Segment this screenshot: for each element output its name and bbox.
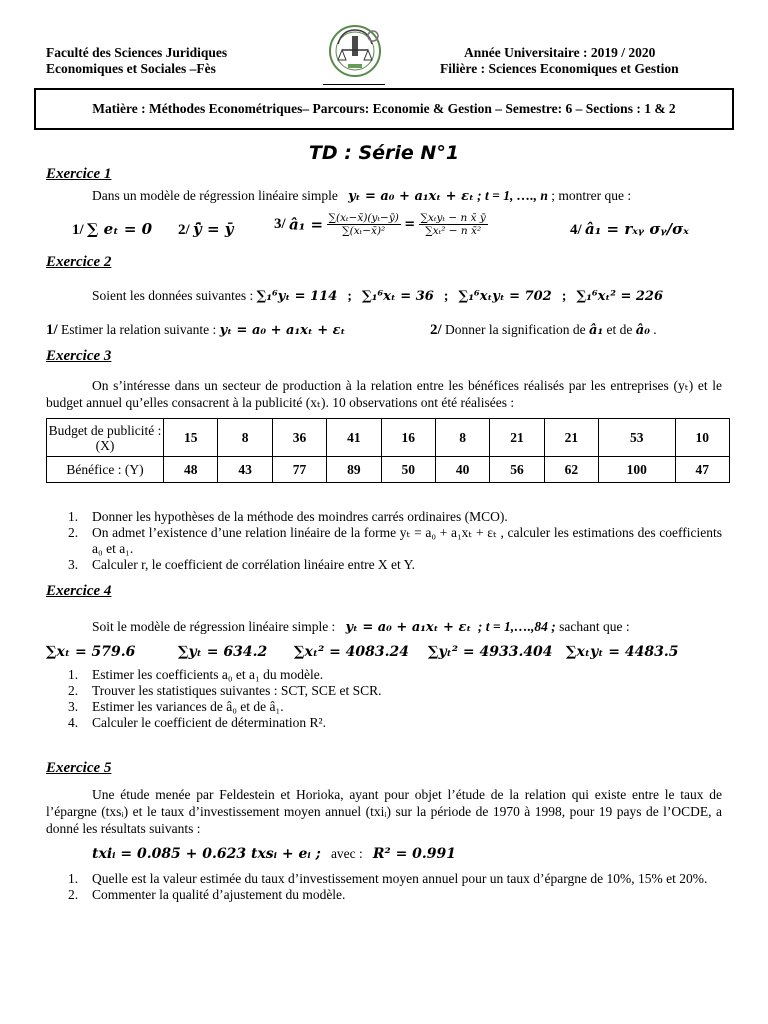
exercise-5-paragraph: Une étude menée par Feldestein et Horioka, ayant pour objet l’étude de la relation qui existe entre le taux de l’épargne (txsᵢ) et le taux d’investissement moyen annuel (txiᵢ) sur la période de 1970 à 1998, pour 19 pays de l’OCDE, a donné les résultats suivants :: [46, 787, 722, 836]
table-cell: 43: [218, 457, 272, 483]
list-item-num: 3.: [68, 699, 79, 714]
ex1-fraction-2: [419, 212, 488, 237]
table-cell: 8: [218, 419, 272, 457]
ex1-item-3: [274, 212, 488, 237]
table-cell: 36: [272, 419, 326, 457]
table-row-budget: [47, 419, 730, 457]
ex4-tail: sachant que :: [559, 619, 630, 634]
exercise-4-questions: [68, 667, 722, 731]
ex4-sum-y2: ∑yₜ² = 4933.404: [428, 644, 553, 660]
list-item-text: Trouver les statistiques suivantes : SCT, SCE et SCR.: [92, 683, 382, 698]
table-cell: 50: [381, 457, 435, 483]
table-cell: 15: [164, 419, 218, 457]
table-cell: 53: [599, 419, 676, 457]
ex2-sum-xy: ∑₁⁶xₜyₜ = 702: [458, 289, 552, 304]
ex4-sum-x2: ∑xₜ² = 4083.24: [294, 644, 410, 660]
list-item-text: Quelle est la valeur estimée du taux d’investissement moyen annuel pour un taux d’épargne de 10%, 15% et 20%.: [92, 871, 708, 886]
ex4-range: ; t = 1,….,84 ;: [477, 619, 556, 634]
ex2-q2-text: Donner la signification de: [445, 322, 586, 337]
table-cell: 21: [544, 419, 598, 457]
table-cell: 89: [327, 457, 381, 483]
list-item: [68, 683, 722, 699]
list-item-text: Commenter la qualité d’ajustement du modèle.: [92, 887, 346, 902]
list-item-text: Estimer les variances de â₀ et de â₁.: [92, 699, 284, 714]
list-item-num: 4.: [68, 715, 79, 730]
exercise-3-questions: [68, 509, 722, 573]
table-cell: 8: [435, 419, 489, 457]
table-row-benefice: [47, 457, 730, 483]
ex1-range: ; t = 1, …., n: [477, 188, 548, 203]
table-cell: 100: [599, 457, 676, 483]
ex1-fraction-2-den: ∑xₜ² − n x̄²: [425, 225, 482, 237]
exercise-5-equation: [92, 846, 456, 862]
academic-year: Année Universitaire : 2019 / 2020: [464, 45, 656, 60]
exercise-1-intro: [92, 188, 631, 204]
ex4-intro-text: Soit le modèle de régression linéaire simple :: [92, 619, 336, 634]
list-item-num: 1.: [68, 871, 79, 886]
list-item-text: Calculer le coefficient de détermination R².: [92, 715, 326, 730]
ex1-item-1-num: 1/: [72, 222, 84, 238]
ex2-separator: ;: [561, 288, 567, 303]
ex2-separator: ;: [347, 288, 352, 303]
exercise-3-paragraph: On s’intéresse dans un secteur de production à la relation entre les bénéfices réalisés par les entreprises (yₜ) et le budget annuel qu’elles consacrent à la publicité (xₜ). 10 observations ont été réalisées :: [46, 378, 722, 410]
ex1-item-3-lhs: â₁ =: [289, 215, 324, 234]
ex4-model-formula: yₜ = a₀ + a₁xₜ + εₜ: [345, 620, 472, 635]
list-item-text: Donner les hypothèses de la méthode des moindres carrés ordinaires (MCO).: [92, 509, 508, 524]
list-item: [68, 699, 722, 715]
ex1-item-2: [178, 220, 234, 239]
exercise-2-data: [92, 288, 663, 304]
list-item-num: 1.: [68, 667, 79, 682]
table-cell: 48: [164, 457, 218, 483]
course-info-box: Matière : Méthodes Econométriques– Parcours: Economie & Gestion – Semestre: 6 – Sections : 1 & 2: [34, 88, 734, 130]
ex2-q2-connector: et de: [606, 322, 633, 337]
table-cell: 40: [435, 457, 489, 483]
ex1-item-1-expr: ∑ eₜ = 0: [87, 220, 153, 238]
ex1-item-2-expr: ȳ̂ = ȳ: [193, 220, 234, 238]
table-cell: 10: [675, 419, 729, 457]
list-item: [68, 525, 722, 557]
list-item: [68, 509, 722, 525]
list-item-text: Estimer les coefficients a₀ et a₁ du modèle.: [92, 667, 324, 682]
logo-underline: [323, 84, 385, 85]
list-item: [68, 715, 722, 731]
list-item-num: 2.: [68, 525, 79, 540]
exercise-5-heading: Exercice 5: [46, 760, 112, 776]
list-item-num: 2.: [68, 683, 79, 698]
ex1-fraction-1-num: ∑(xₜ−x̄)(yₜ−ȳ): [328, 212, 399, 224]
university-logo: [328, 24, 382, 80]
exercise-2-heading: Exercice 2: [46, 254, 112, 270]
exercise-4-sums: [46, 644, 722, 664]
ex2-q2-num: 2/: [430, 322, 442, 338]
ex2-given-text: Soient les données suivantes :: [92, 288, 254, 303]
exercise-3-heading: Exercice 3: [46, 348, 112, 364]
list-item: [68, 871, 722, 887]
exercise-2-question-2: [430, 322, 657, 339]
ex1-item-4-num: 4/: [570, 222, 582, 238]
ex2-q2-a0-hat: â₀: [635, 323, 650, 338]
exercise-2-question-1: [46, 322, 345, 339]
ex1-tail: ; montrer que :: [551, 188, 632, 203]
table-cell: 62: [544, 457, 598, 483]
ex1-item-4: [570, 220, 689, 239]
table-cell: 77: [272, 457, 326, 483]
exercise-4-intro: [92, 619, 630, 635]
ex2-q2-period: .: [653, 322, 657, 337]
ex1-model-formula: yₜ = a₀ + a₁xₜ + εₜ: [348, 189, 474, 204]
ex1-fraction-1: [327, 212, 401, 237]
ex4-sum-y: ∑yₜ = 634.2: [178, 644, 268, 660]
exercise-5-questions: [68, 871, 722, 903]
list-item-text: On admet l’existence d’une relation linéaire de la forme yₜ = a₀ + a₁xₜ + εₜ , calculer les estimations des coefficients a₀ et a₁.: [92, 525, 722, 556]
ex1-item-3-num: 3/: [274, 216, 286, 232]
faculty-name-line1: Faculté des Sciences Juridiques: [46, 45, 228, 60]
ex1-fraction-1-den: ∑(xₜ−x̄)²: [342, 225, 386, 237]
exercise-1-heading: Exercice 1: [46, 166, 112, 182]
list-item: [68, 557, 722, 573]
study-track: Filière : Sciences Economiques et Gestion: [440, 61, 679, 76]
ex2-q1-formula: yₜ = a₀ + a₁xₜ + εₜ: [219, 323, 346, 338]
ex1-intro-text: Dans un modèle de régression linéaire simple: [92, 188, 338, 203]
exercise-4-heading: Exercice 4: [46, 583, 112, 599]
table-cell: 47: [675, 457, 729, 483]
ex2-q1-text: Estimer la relation suivante :: [61, 322, 217, 337]
ex2-sum-y: ∑₁⁶yₜ = 114: [256, 289, 338, 304]
list-item-num: 2.: [68, 887, 79, 902]
table-cell: 56: [490, 457, 544, 483]
ex2-separator: ;: [443, 288, 449, 303]
ex2-q1-num: 1/: [46, 322, 58, 338]
list-item-text: Calculer r, le coefficient de corrélation linéaire entre X et Y.: [92, 557, 416, 572]
exercise-1-items: [72, 212, 742, 248]
list-item: [68, 887, 722, 903]
ex4-sum-xy: ∑xₜyₜ = 4483.5: [566, 644, 679, 660]
ex4-sum-x: ∑xₜ = 579.6: [46, 644, 136, 660]
ex5-r-squared: R² = 0.991: [372, 846, 457, 862]
list-item-num: 3.: [68, 557, 79, 572]
row-label-benefice: Bénéfice : (Y): [47, 457, 164, 483]
ex1-equals: =: [404, 217, 416, 232]
list-item: [68, 667, 722, 683]
ex2-sum-x2: ∑₁⁶xₜ² = 226: [576, 289, 664, 304]
ex1-fraction-2-num: ∑xₜyₜ − n x̄ ȳ: [420, 212, 486, 224]
ex5-avec: avec :: [330, 846, 363, 861]
ex2-sum-x: ∑₁⁶xₜ = 36: [362, 289, 434, 304]
list-item-num: 1.: [68, 509, 79, 524]
table-cell: 16: [381, 419, 435, 457]
ex2-q2-a1-hat: â₁: [589, 323, 604, 338]
page-title: TD : Série N°1: [308, 142, 460, 164]
table-cell: 41: [327, 419, 381, 457]
table-cell: 21: [490, 419, 544, 457]
faculty-name-line2: Economiques et Sociales –Fès: [46, 61, 216, 76]
ex1-item-4-expr: â₁ = rₓᵧ σᵧ/σₓ: [585, 220, 689, 238]
ex1-item-1: [72, 220, 152, 239]
ex1-item-2-num: 2/: [178, 222, 190, 238]
ex5-regression-equation: txiᵢ = 0.085 + 0.623 txsᵢ + eᵢ ;: [92, 846, 321, 862]
row-label-budget: Budget de publicité : (X): [47, 419, 164, 457]
ex3-data-table: [46, 418, 730, 483]
